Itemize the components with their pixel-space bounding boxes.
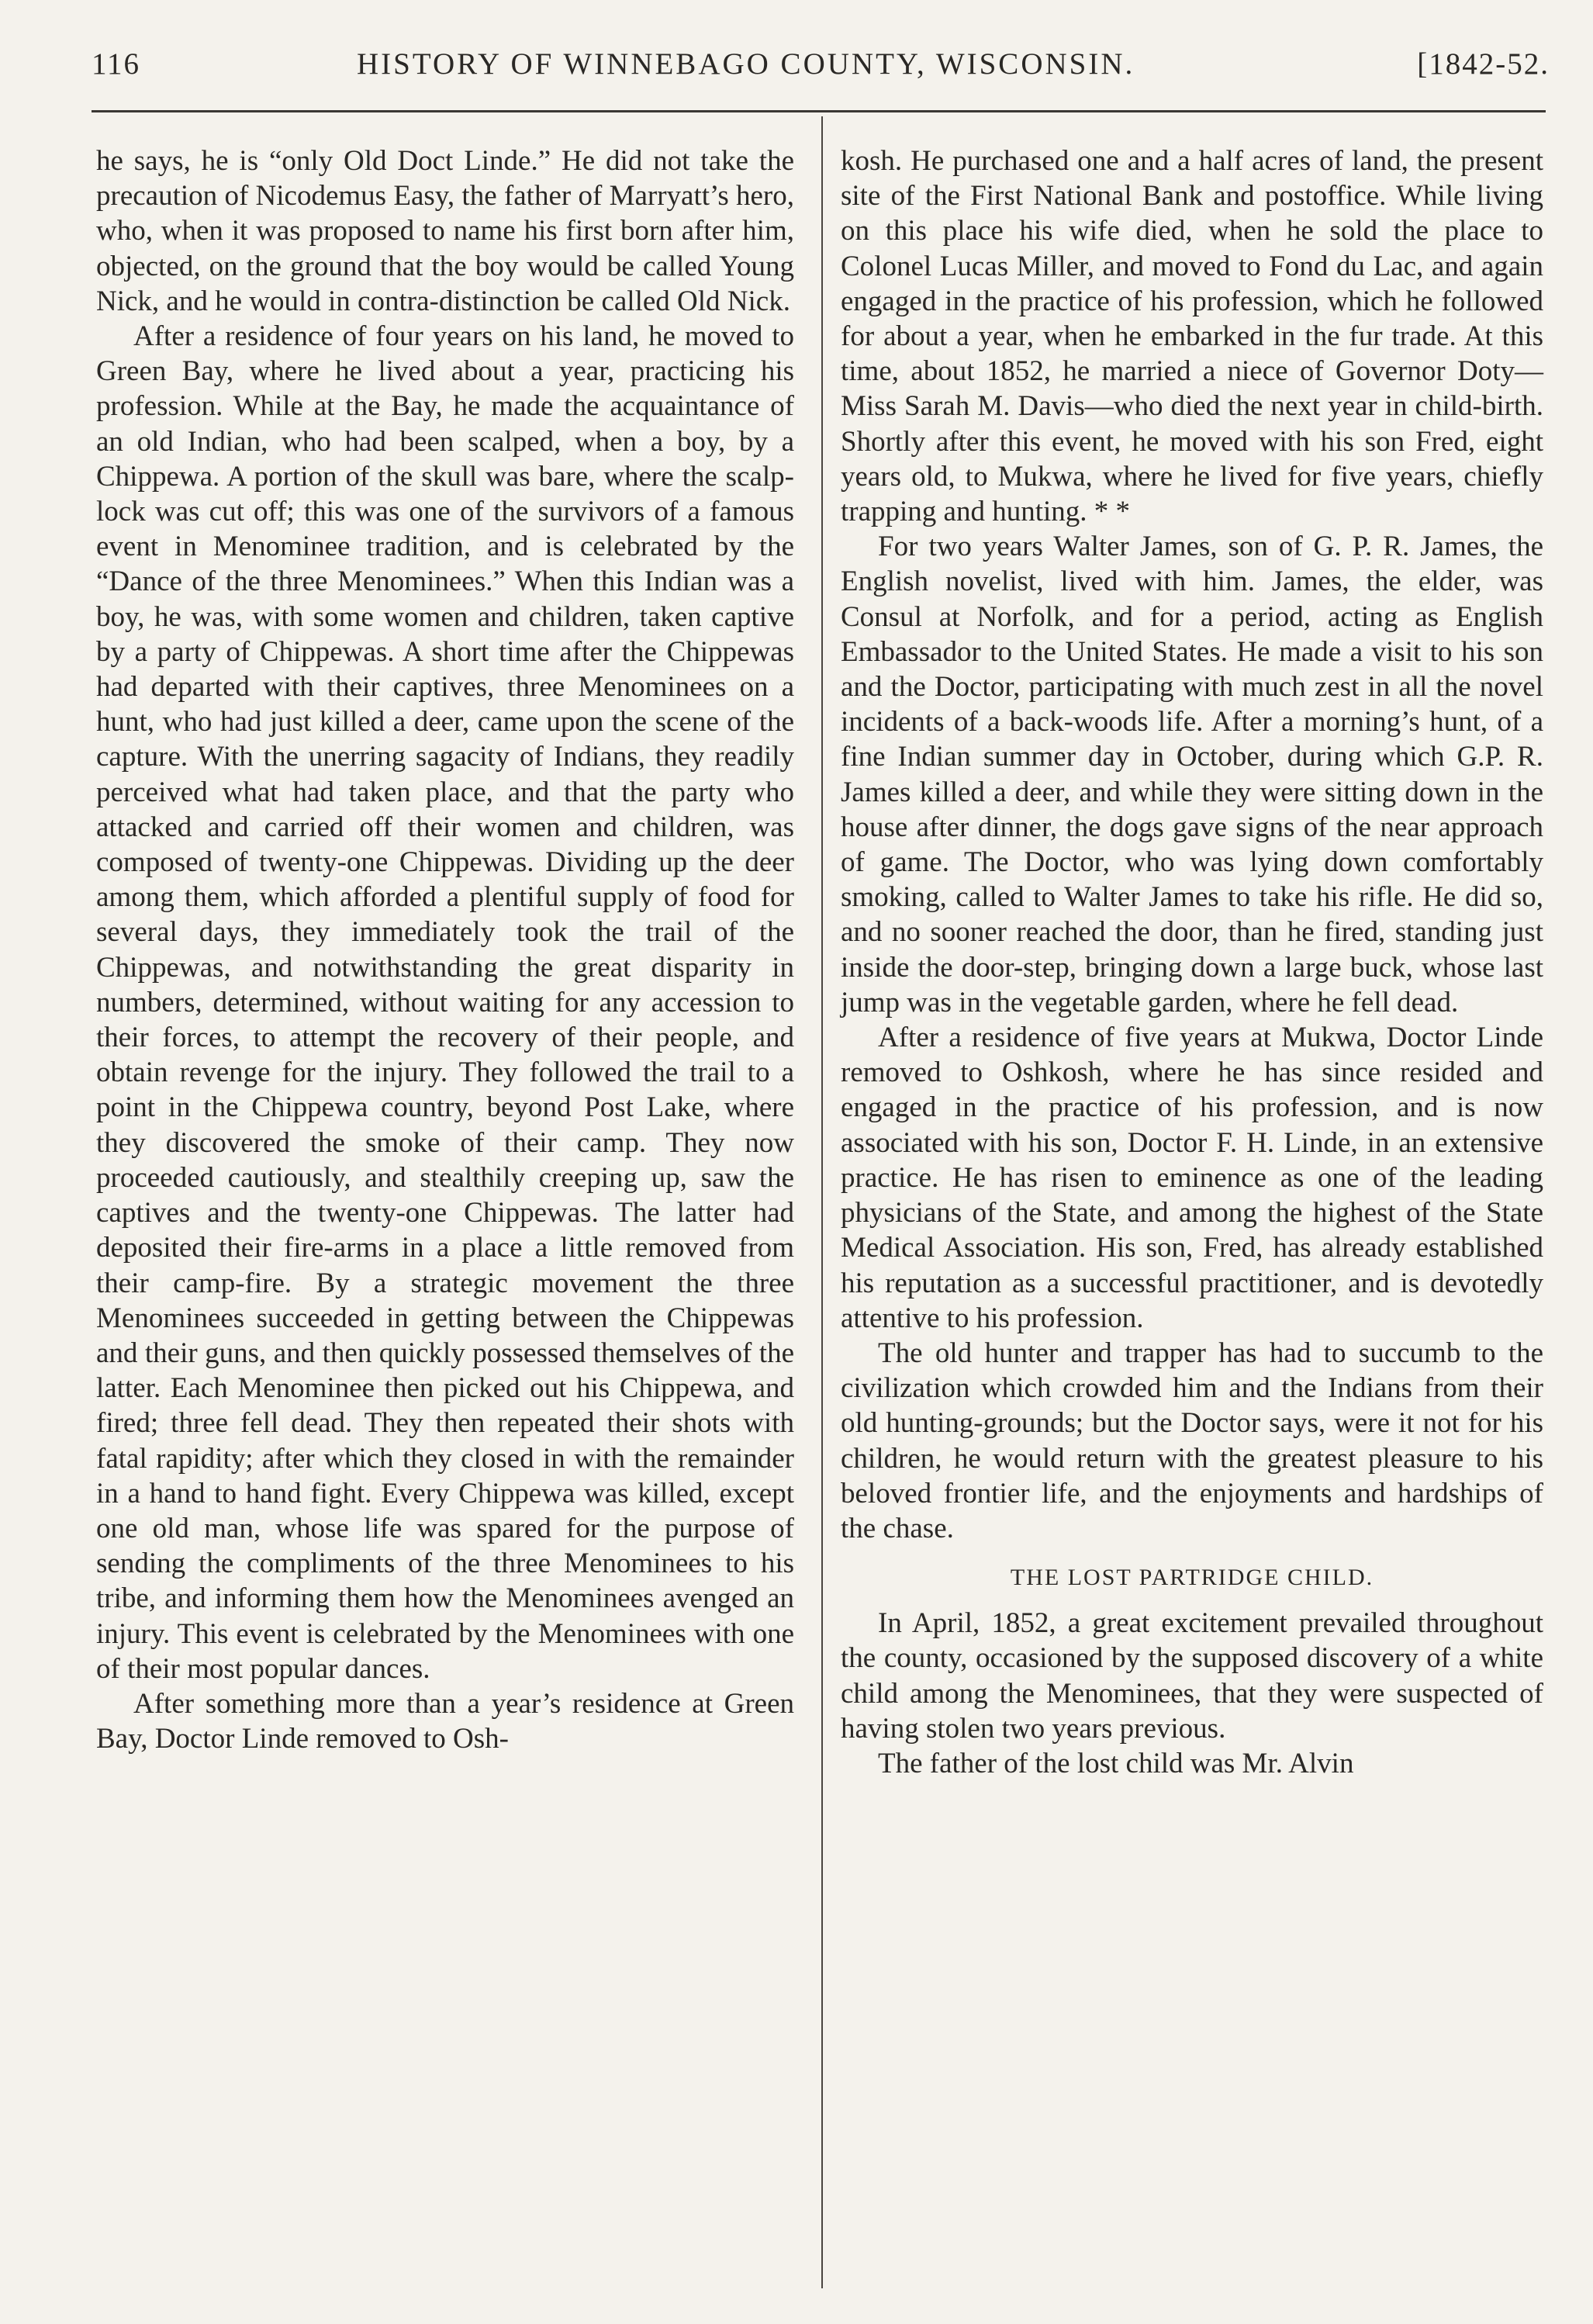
book-title: HISTORY OF WINNEBAGO COUNTY, WISCONSIN. [357,47,1135,81]
paragraph: After a residence of four years on his land, he moved to Green Bay, where he lived about a year, practicing his profession. While at the Bay, he made the acquaintance of an old Indian, who had been scalped, when a boy, by a Chippewa. A portion of the skull was bare, where the scalp-lock was cut off; this was one of the survivors of a famous event in Menominee tradition, and is celebrated by the “Dance of the three Menominees.” When this Indian was a boy, he was, with some women and children, taken captive by a party of Chippewas. A short time after the Chippewas had departed with their captives, three Menominees on a hunt, who had just killed a deer, came upon the scene of the capture. With the unerring sagacity of Indians, they readily perceived what had taken place, and that the party who attacked and carried off their women and children, was composed of twenty-one Chippewas. Dividing up the deer among them, which afforded a plentiful supply of food for several days, they immediately took the trail of the Chippewas, and notwithstanding the great disparity in numbers, determined, without waiting for any accession to their forces, to attempt the recovery of their people, and obtain revenge for the injury. They followed the trail to a point in the Chippewa country, beyond Post Lake, where they discovered the smoke of their camp. They now proceeded cautiously, and stealthily creeping up, saw the captives and the twenty-one Chippewas. The latter had deposited their fire-arms in a place a little removed from their camp-fire. By a strategic movement the three Menominees succeeded in getting between the Chippewas and their guns, and then quickly possessed themselves of the latter. Each Menominee then picked out his Chippewa, and fired; three fell dead. They then repeated their shots with fatal rapidity; after which they closed in with the remainder in a hand to hand fight. Every Chippewa was killed, except one old man, whose life was spared for the purpose of sending the compliments of the three Menominees to his tribe, and informing them how the Menominees avenged an injury. This event is celebrated by the Menominees with one of their most popular dances. [96,320,794,1685]
paragraph: After a residence of five years at Mukwa, Doctor Linde removed to Oshkosh, where he has since resided and engaged in the practice of his profession, and is now associated with his son, Doctor F. H. Linde, in an extensive practice. He has risen to eminence as one of the leading physicians of the State, and among the highest of the State Medical Association. His son, Fred, has already established his reputation as a successful practitioner, and is devotedly attentive to his profession. [841,1022,1543,1334]
paragraph: kosh. He purchased one and a half acres of land, the present site of the First National Bank and postoffice. While living on this place his wife died, when he sold the place to Colonel Lucas Miller, and moved to Fond du Lac, and again engaged in the practice of his profession, which he followed for about a year, when he embarked in the fur trade. At this time, about 1852, he married a niece of Governor Doty—Miss Sarah M. Davis—who died the next year in child-birth. Shortly after this event, he moved with his son Fred, eight years old, to Mukwa, where he lived for five years, chiefly trapping and hunting. * * [841,145,1543,528]
paragraph: For two years Walter James, son of G. P. R. James, the English novelist, lived with him. James, the elder, was Consul at Norfolk, and for a period, acting as English Embassador to the United States. He made a visit to his son and the Doctor, participating with much zest in all the novel incidents of a back-woods life. After a morning’s hunt, of a fine Indian summer day in October, during which G.P. R. James killed a deer, and while they were sitting down in the house after dinner, the dogs gave signs of the near approach of game. The Doctor, who was lying down comfortably smoking, called to Walter James to take his rifle. He did so, and no sooner reached the door, than he fired, standing just inside the door-step, bringing down a large buck, whose last jump was in the vegetable garden, where he fell dead. [841,531,1543,1018]
page-number: 116 [92,47,141,81]
paragraph: After something more than a year’s residence at Green Bay, Doctor Linde removed to Osh- [96,1687,794,1755]
date-range: [1842-52. [1417,47,1550,81]
section-heading: THE LOST PARTRIDGE CHILD. [1010,1565,1374,1591]
right-column [841,144,1543,1781]
paragraph: The old hunter and trapper has had to succumb to the civilization which crowded him and the Indians from their old hunting-grounds; but the Doctor says, were it not for his children, he would return with the greatest pleasure to his beloved frontier life, and the enjoyments and hardships of the chase. [841,1337,1543,1544]
left-column [96,144,794,1756]
header-rule [92,110,1546,112]
paragraph: The father of the lost child was Mr. Alvin [878,1747,1354,1779]
paragraph: In April, 1852, a great excitement prevailed throughout the county, occasioned by the supposed discovery of a white child among the Menominees, that they were suspected of having stolen two years previous. [841,1607,1543,1745]
paragraph: he says, he is “only Old Doct Linde.” He did not take the precaution of Nicodemus Easy, the father of Marryatt’s hero, who, when it was proposed to name his first born after him, objected, on the ground that the boy would be called Young Nick, and he would in contra-distinction be called Old Nick. [96,145,794,317]
column-divider [821,116,823,2288]
running-head [92,45,1550,84]
